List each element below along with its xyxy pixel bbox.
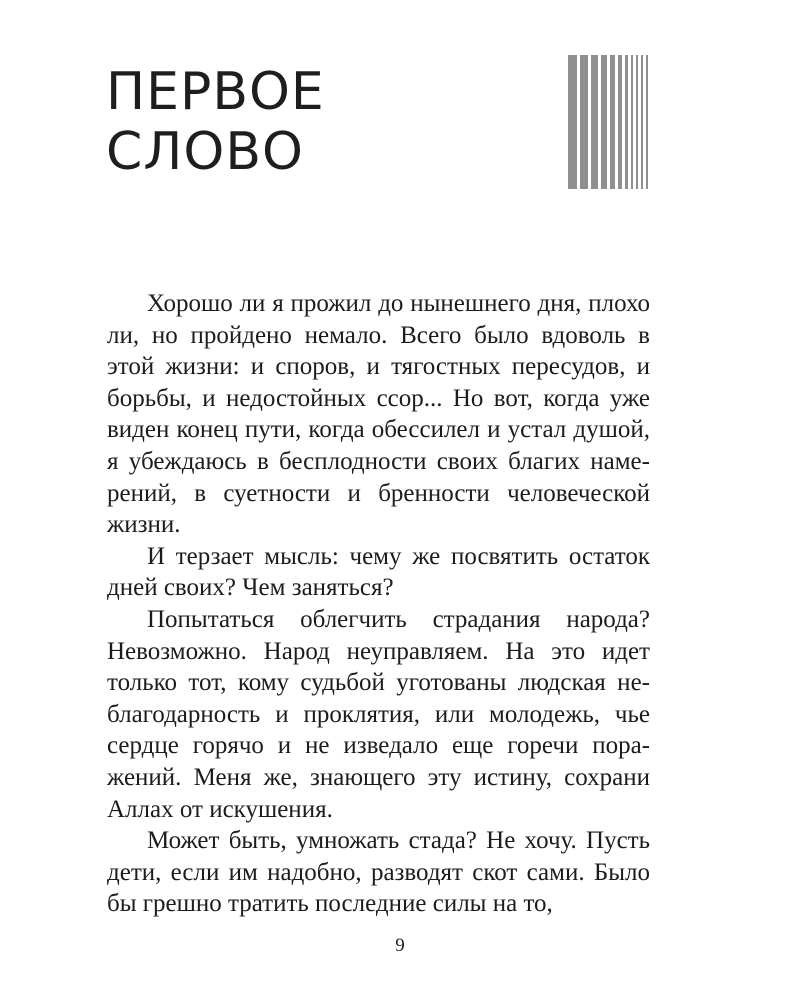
chapter-number-stripe [580, 55, 588, 189]
chapter-title-line-1: ПЕРВОЕ [106, 62, 325, 122]
paragraph: И терзает мысль: чему же посвятить остаток дней своих? Чем заняться? [107, 542, 650, 602]
chapter-number-stripe [641, 55, 643, 189]
chapter-number-stripe [601, 55, 607, 189]
chapter-number-stripe [618, 55, 622, 189]
chapter-number-stripe [625, 55, 628, 189]
chapter-number [568, 55, 652, 189]
chapter-number-stripe [610, 55, 615, 189]
chapter-number-stripe [591, 55, 598, 189]
body-text [107, 288, 650, 920]
chapter-title [106, 62, 325, 182]
chapter-number-stripe [636, 55, 638, 189]
paragraph: Может быть, умножать стада? Не хочу. Пусть дети, если им надобно, разводят скот сами. Было бы грешно тратить последние силы на то, [107, 827, 650, 918]
page-number: 9 [395, 935, 405, 956]
chapter-number-stripe [631, 55, 633, 189]
chapter-number-stripe [568, 55, 577, 189]
chapter-number-stripe [646, 55, 648, 189]
chapter-title-line-2: СЛОВО [106, 122, 304, 182]
paragraph: Хорошо ли я прожил до нынешнего дня, плохо ли, но пройдено немало. Всего было вдоволь в этой жизни: и споров, и тягостных пересудов, и борьбы, и недостойных ссор... Но вот, когда уже виден конец пути, когда обессилел и устал душой, я убеждаюсь в бесплодности своих благих намерений, в суетности и бренности человеческой жизни. [107, 290, 650, 539]
paragraph: Попытаться облегчить страдания народа? Невозможно. Народ неуправляем. На это идет только тот, кому судьбой уготованы людская неблагодарность и проклятия, или молодежь, чье сердце горячо и не изведало еще горечи поражений. Меня же, знающего эту истину, сохрани Аллах от искушения. [107, 605, 650, 823]
